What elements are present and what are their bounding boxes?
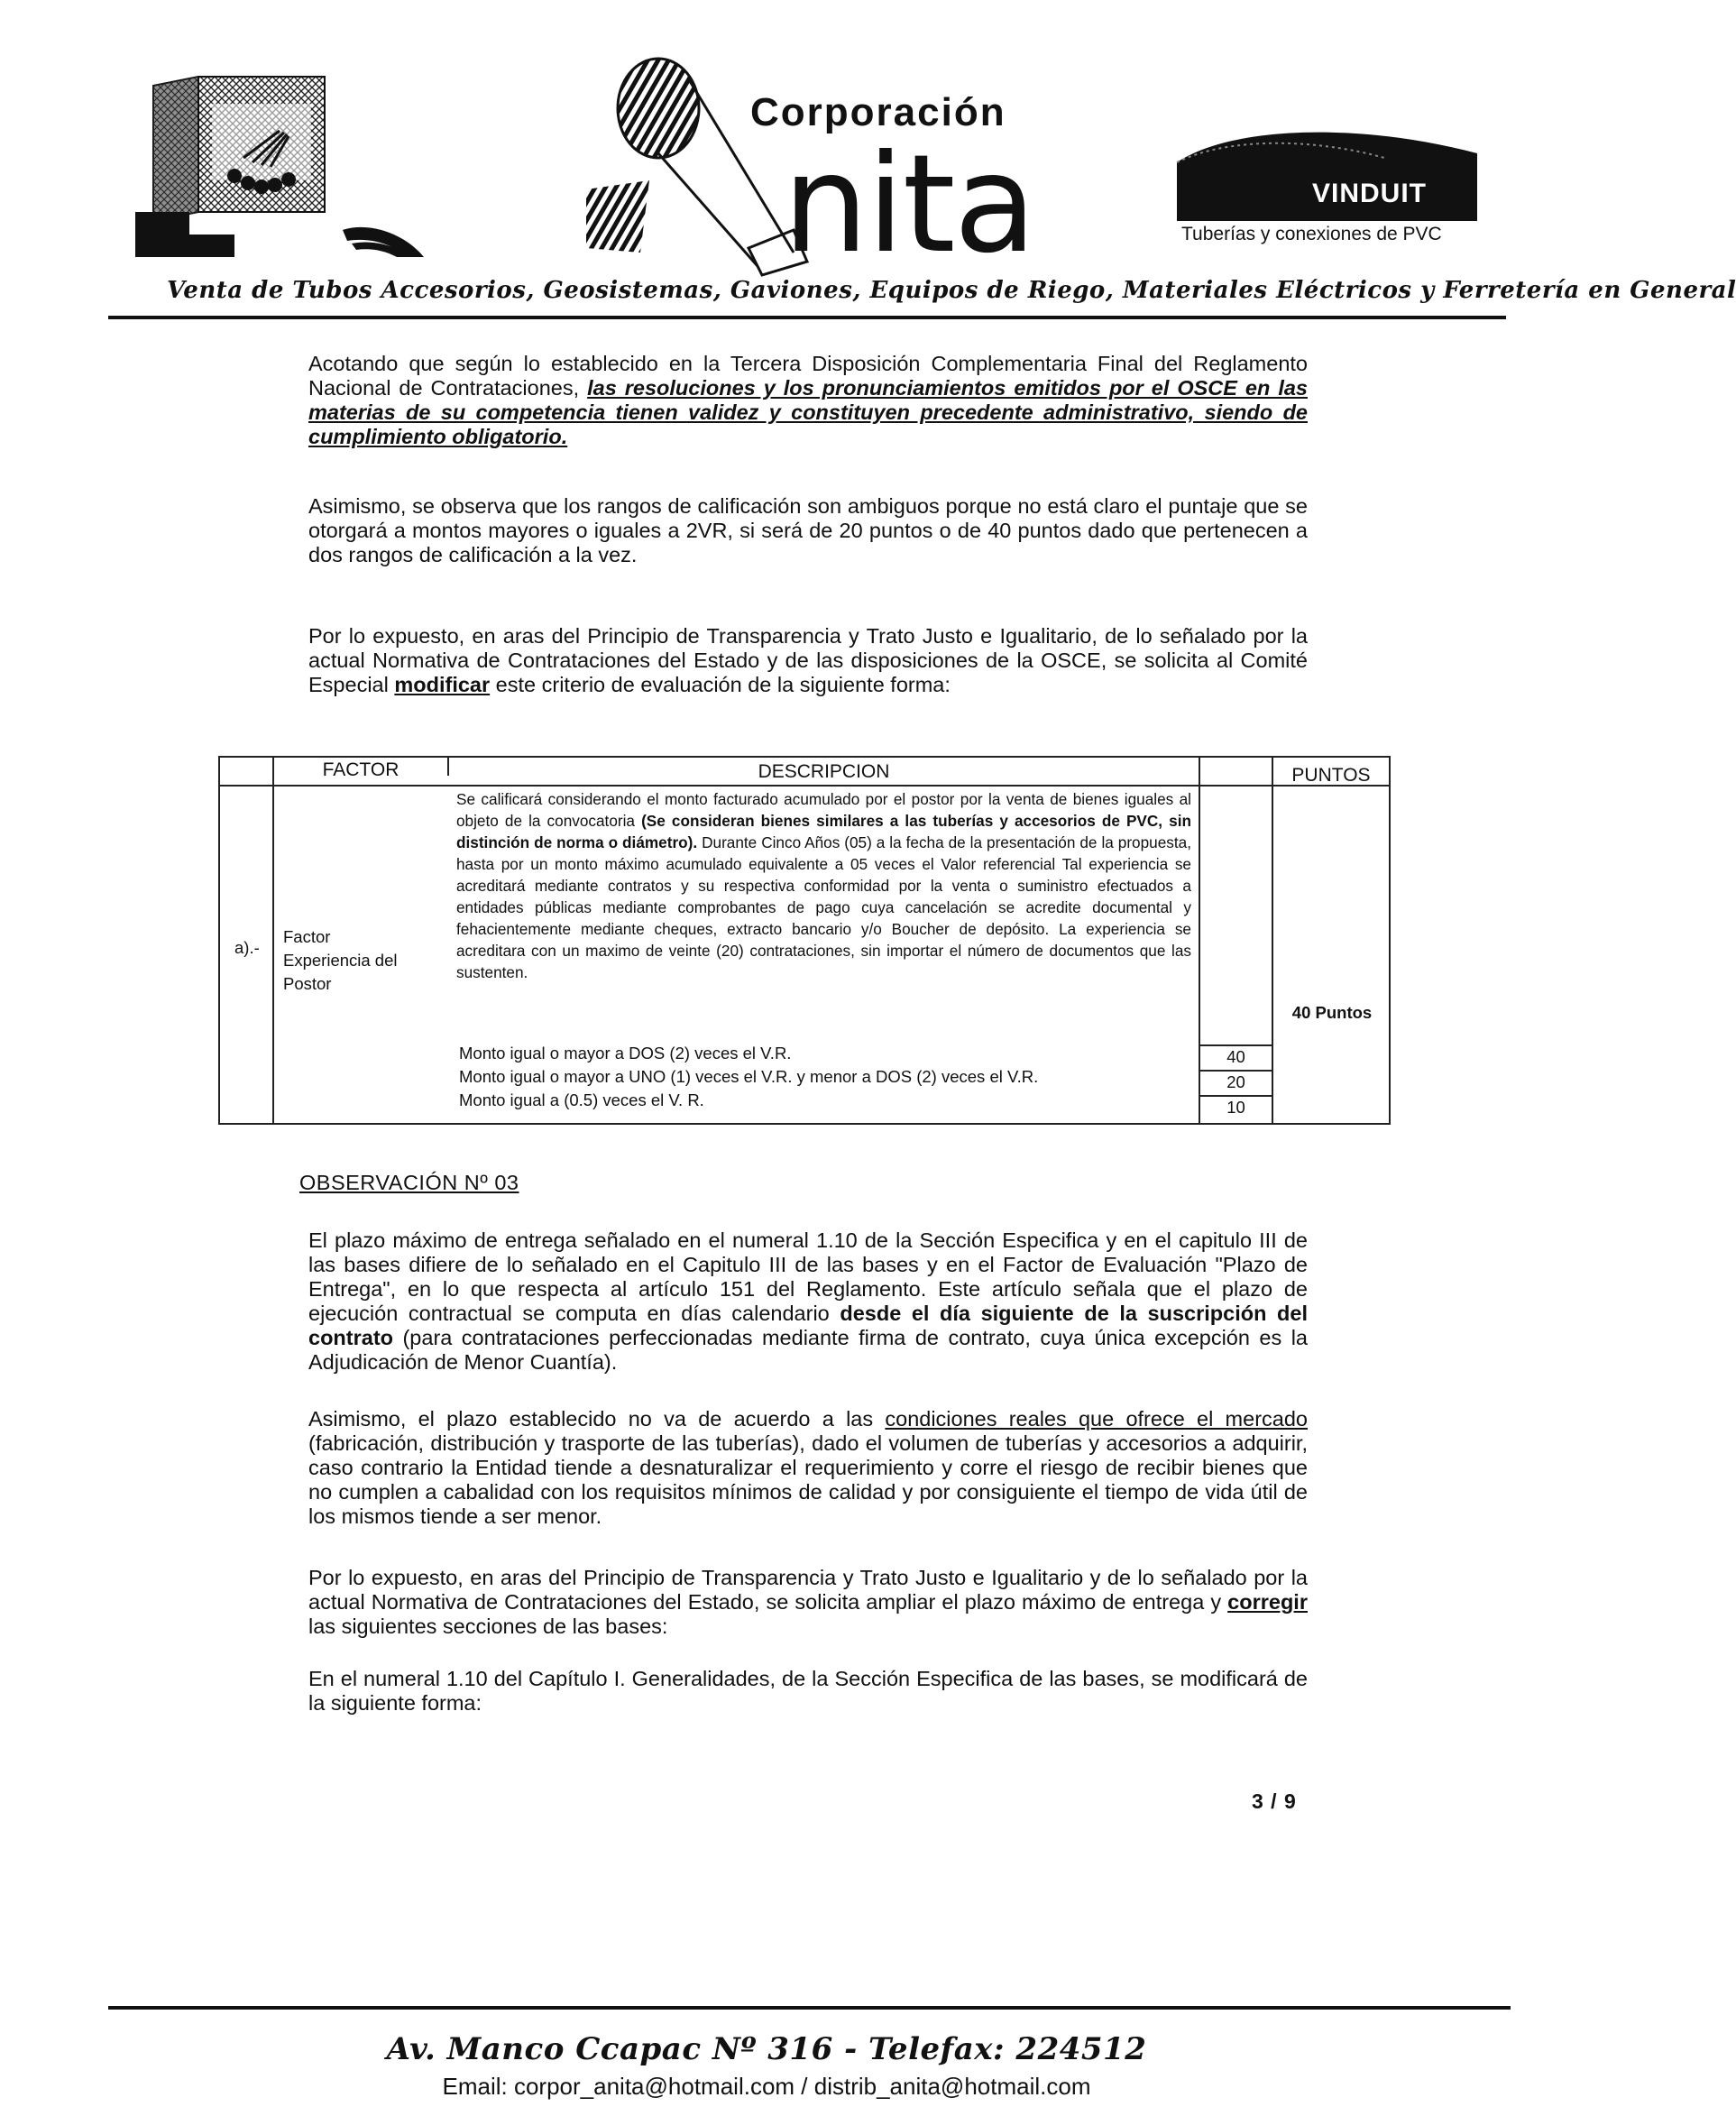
footer-address: Av. Manco Ccapac Nº 316 - Telefax: 224512 <box>386 2031 1147 2067</box>
range-label: Monto igual o mayor a DOS (2) veces el V.R. <box>459 1044 792 1063</box>
emphasis-text: modificar <box>394 673 491 696</box>
table-rule <box>220 785 1391 787</box>
partner-tagline: Tuberías y conexiones de PVC <box>1181 224 1442 244</box>
table-rule <box>272 758 274 1125</box>
factor-description <box>456 788 1191 983</box>
paragraph-text: Por lo expuesto, en aras del Principio de Transparencia y Trato Justo e Igualitario y de lo señalado por la actual Normativa de Contrataciones del Estado, se solicita ampliar el plazo máximo de entrega y <box>308 1566 1308 1614</box>
table-rule <box>1389 758 1391 1125</box>
table-rule <box>1199 1070 1272 1072</box>
emphasis-text: las resoluciones y los pronunciamientos emitidos por el OSCE en las materias de su competencia tienen validez y constituyen precedente administrativo, siendo de cumplimiento obligatorio. <box>308 376 1308 448</box>
paragraph-precedent <box>308 352 1308 449</box>
total-points: 40 Puntos <box>1291 1003 1373 1022</box>
range-label: Monto igual o mayor a UNO (1) veces el V.R. y menor a DOS (2) veces el V.R. <box>459 1067 1039 1086</box>
table-rule <box>220 1123 1272 1125</box>
description-text: Se calificará considerando el monto facturado acumulado por el postor por la venta de bienes iguales al objeto de la convocatoria <box>456 790 1191 830</box>
range-points: 10 <box>1226 1098 1245 1117</box>
company-slogan: Venta de Tubos Accesorios, Geosistemas, Gaviones, Equipos de Riego, Materiales Eléctricos y Ferretería en General <box>167 277 1736 304</box>
paragraph-request-modify <box>308 624 1308 697</box>
row-label: a).- <box>234 938 260 957</box>
paragraph-market-conditions <box>308 1407 1308 1529</box>
paragraph-text: las siguientes secciones de las bases: <box>308 1615 668 1638</box>
paragraph-section-change: En el numeral 1.10 del Capítulo I. Generalidades, de la Sección Especifica de las bases, se modificará de la siguiente forma: <box>308 1667 1308 1715</box>
emphasis-text: desde el día siguiente de la suscripción del contrato <box>308 1302 1308 1349</box>
range-points: 20 <box>1226 1072 1245 1091</box>
emphasis-text: condiciones reales que ofrece el mercado <box>885 1407 1308 1431</box>
emphasis-text: corregir <box>1227 1590 1308 1614</box>
paragraph-text: El plazo máximo de entrega señalado en el numeral 1.10 de la Sección Especifica y en el capitulo III de las bases difiere de lo señalado en el Capitulo III de las bases y en el Factor de Evaluación "Plazo de Entrega", en lo que respecta al artículo 151 del Reglamento. Este artículo señala que el plazo de ejecución contractual se computa en días calendario <box>308 1228 1308 1325</box>
description-emphasis: (Se consideran bienes similares a las tuberías y accesorios de PVC, sin distinción de norma o diámetro). <box>456 812 1191 851</box>
page-number: 3 / 9 <box>1252 1789 1297 1813</box>
header-divider <box>108 316 1506 319</box>
paragraph-text: (para contrataciones perfeccionadas mediante firma de contrato, cuya única excepción es la Adjudicación de Menor Cuantía). <box>308 1326 1308 1374</box>
range-points: 40 <box>1226 1047 1245 1066</box>
footer-divider <box>108 2006 1511 2010</box>
paragraph-text: este criterio de evaluación de la siguiente forma: <box>490 673 951 696</box>
observation-heading: OBSERVACIÓN Nº 03 <box>299 1171 519 1194</box>
paragraph-text: Asimismo, el plazo establecido no va de acuerdo a las <box>308 1407 886 1431</box>
footer-email: Email: corpor_anita@hotmail.com / distrib_anita@hotmail.com <box>442 2073 1091 2100</box>
description-text: Durante Cinco Años (05) a la fecha de la presentación de la propuesta, hasta por un monto máximo acumulado equivalente a 05 veces el Valor referencial Tal experiencia se acreditará mediante contratos y su respectiva conformidad por la venta o suministro efectuados a entidades públicas mediante comprobantes de pago cuya cancelación se acredite documental y fehacientemente mediante cheques, extracto bancario y/o Boucher de depósito. La experiencia se acreditara con un maximo de veinte (20) contrataciones, sin importar el número de documentos que las sustenten. <box>456 833 1191 981</box>
crate-logo-icon <box>135 77 460 266</box>
paragraph-request-correct <box>308 1566 1308 1639</box>
partner-brand: VINDUIT <box>1312 179 1427 208</box>
brand-name: nita <box>783 126 1035 283</box>
evaluation-table <box>218 756 1391 1125</box>
table-rule <box>1199 1044 1272 1046</box>
header-descripcion: DESCRIPCION <box>758 761 890 782</box>
table-rule <box>1199 1095 1272 1097</box>
paragraph-ambiguous-ranges: Asimismo, se observa que los rangos de calificación son ambiguos porque no está claro el puntaje que se otorgará a montos mayores o iguales a 2VR, si será de 20 puntos o de 40 puntos dado que pertenecen a dos rangos de calificación a la vez. <box>308 494 1308 566</box>
paragraph-delivery-term <box>308 1228 1308 1375</box>
range-label: Monto igual a (0.5) veces el V. R. <box>459 1090 704 1109</box>
factor-name: Factor Experiencia del Postor <box>283 927 398 993</box>
paragraph-text: (fabricación, distribución y trasporte de las tuberías), dado el volumen de tuberías y accesorios a adquirir, caso contrario la Entidad tiende a desnaturalizar el requerimiento y corre el riesgo de recibir bienes que no cumplen a cabalidad con los requisitos mínimos de calidad y por consiguiente el tiempo de vida útil de los mismos tiende a ser menor. <box>308 1431 1308 1528</box>
corporation-title: Corporación <box>750 90 1006 134</box>
table-rule <box>1272 758 1273 1125</box>
paragraph-text: Por lo expuesto, en aras del Principio de Transparencia y Trato Justo e Igualitario, de lo señalado por la actual Normativa de Contrataciones del Estado y de las disposiciones de la OSCE, se solicita al Comité Especial <box>308 624 1308 696</box>
table-rule <box>1272 1123 1391 1125</box>
header-puntos: PUNTOS <box>1291 765 1371 786</box>
header-factor: FACTOR <box>322 759 400 780</box>
paragraph-text: Acotando que según lo establecido en la Tercera Disposición Complementaria Final del Reglamento Nacional de Contrataciones, <box>308 352 1308 400</box>
